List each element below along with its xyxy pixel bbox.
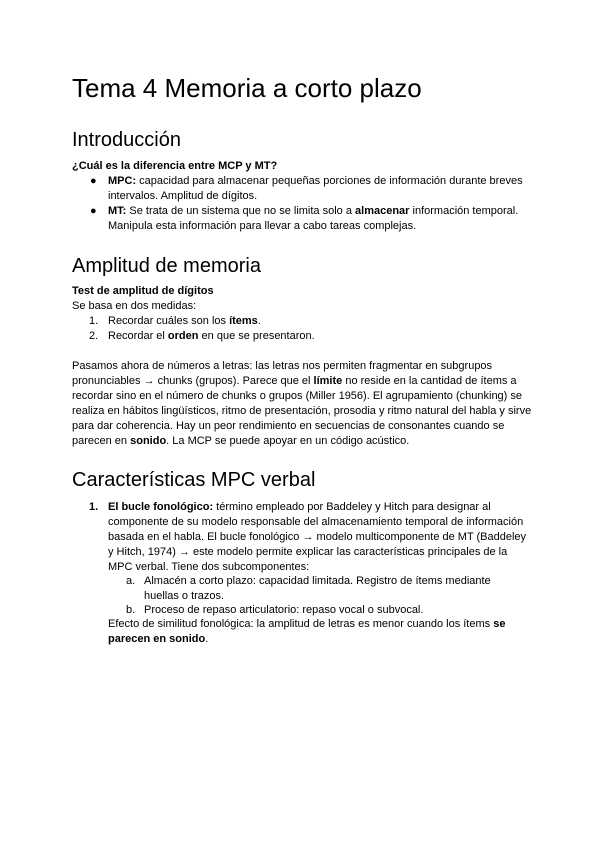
intro-question: ¿Cuál es la diferencia entre MCP y MT? bbox=[72, 160, 278, 172]
caracteristicas-item-text: término empleado por Baddeley y Hitch para designar al componente de su modelo responsable del almacenamiento temporal de información basada en el habla. El bucle fonológico → modelo multicomponente de MT (Baddeley y Hitch, 1974) → este modelo permite explicar las características principales de la MPC verbal. Tiene dos subcomponentes: bbox=[108, 501, 527, 573]
list-letter: a. bbox=[126, 575, 136, 587]
intro-bullet-bold: almacenar bbox=[355, 205, 410, 217]
caracteristicas-subitem: Proceso de repaso articulatorio: repaso vocal o subvocal. bbox=[144, 604, 424, 616]
paragraph-text: . La MCP se puede apoyar en un código acústico. bbox=[166, 435, 410, 447]
amplitud-item-text: Recordar cuáles son los bbox=[108, 315, 230, 327]
intro-bullet-term: MPC: bbox=[108, 175, 137, 187]
paragraph-text: Pasamos ahora de números a letras: las letras nos permiten fragmentar en subgrupos pronunciables → chunks (grupos). Parece que el bbox=[72, 360, 493, 387]
amplitud-item-bold: ítems bbox=[229, 315, 258, 327]
amplitud-subheading: Test de amplitud de dígitos bbox=[72, 285, 214, 297]
effect-text: . bbox=[205, 633, 209, 645]
amplitud-intro: Se basa en dos medidas: bbox=[72, 300, 197, 312]
page-title: Tema 4 Memoria a corto plazo bbox=[72, 73, 422, 103]
amplitud-item-text: . bbox=[257, 315, 261, 327]
section-heading-introduccion: Introducción bbox=[72, 129, 181, 151]
intro-bullet-text: capacidad para almacenar pequeñas porciones de información durante breves intervalos. Amplitud de dígitos. bbox=[108, 175, 523, 202]
amplitud-item-text: Recordar el bbox=[108, 330, 168, 342]
bullet-dot-icon: ● bbox=[90, 205, 97, 217]
list-number: 1. bbox=[89, 315, 99, 327]
intro-bullet-mt bbox=[108, 204, 533, 234]
paragraph-bold: sonido bbox=[130, 435, 167, 447]
section-heading-amplitud: Amplitud de memoria bbox=[72, 255, 261, 277]
caracteristicas-subitem: Almacén a corto plazo: capacidad limitada. Registro de ítems mediante huellas o trazos. bbox=[144, 575, 491, 602]
amplitud-item-text: en que se presentaron. bbox=[198, 330, 315, 342]
list-letter: b. bbox=[126, 604, 136, 616]
amplitud-item-bold: orden bbox=[167, 330, 199, 342]
amplitud-item bbox=[108, 314, 261, 329]
section-heading-caracteristicas: Características MPC verbal bbox=[72, 469, 316, 491]
bullet-dot-icon: ● bbox=[90, 175, 97, 187]
list-number: 2. bbox=[89, 330, 99, 342]
amplitud-item bbox=[108, 329, 315, 344]
paragraph-text: no reside en la cantidad de ítems a recordar sino en el número de chunks o grupos (Miller 1956). El agrupamiento (chunking) se realiza en hábitos lingüísticos, ritmo de presentación, prosodia y ritmo natural del habla y sirve para dar coherencia. Hay un peor rendimiento en secuencias de consonantes cuando se parecen en bbox=[72, 375, 532, 447]
amplitud-paragraph bbox=[72, 359, 532, 449]
list-number: 1. bbox=[89, 501, 99, 513]
effect-text: Efecto de similitud fonológica: la amplitud de letras es menor cuando los ítems bbox=[108, 618, 494, 630]
caracteristicas-effect bbox=[108, 617, 533, 647]
intro-bullet-text: Se trata de un sistema que no se limita solo a bbox=[126, 205, 356, 217]
effect-bold: se parecen en sonido bbox=[108, 618, 506, 645]
paragraph-bold: límite bbox=[313, 375, 343, 387]
intro-bullet-mpc bbox=[108, 174, 533, 204]
intro-bullet-term: MT: bbox=[108, 205, 127, 217]
intro-bullet-text: información temporal. Manipula esta información para llevar a cabo tareas complejas. bbox=[108, 205, 519, 232]
caracteristicas-item-term: El bucle fonológico: bbox=[108, 501, 214, 513]
caracteristicas-item bbox=[108, 500, 533, 575]
